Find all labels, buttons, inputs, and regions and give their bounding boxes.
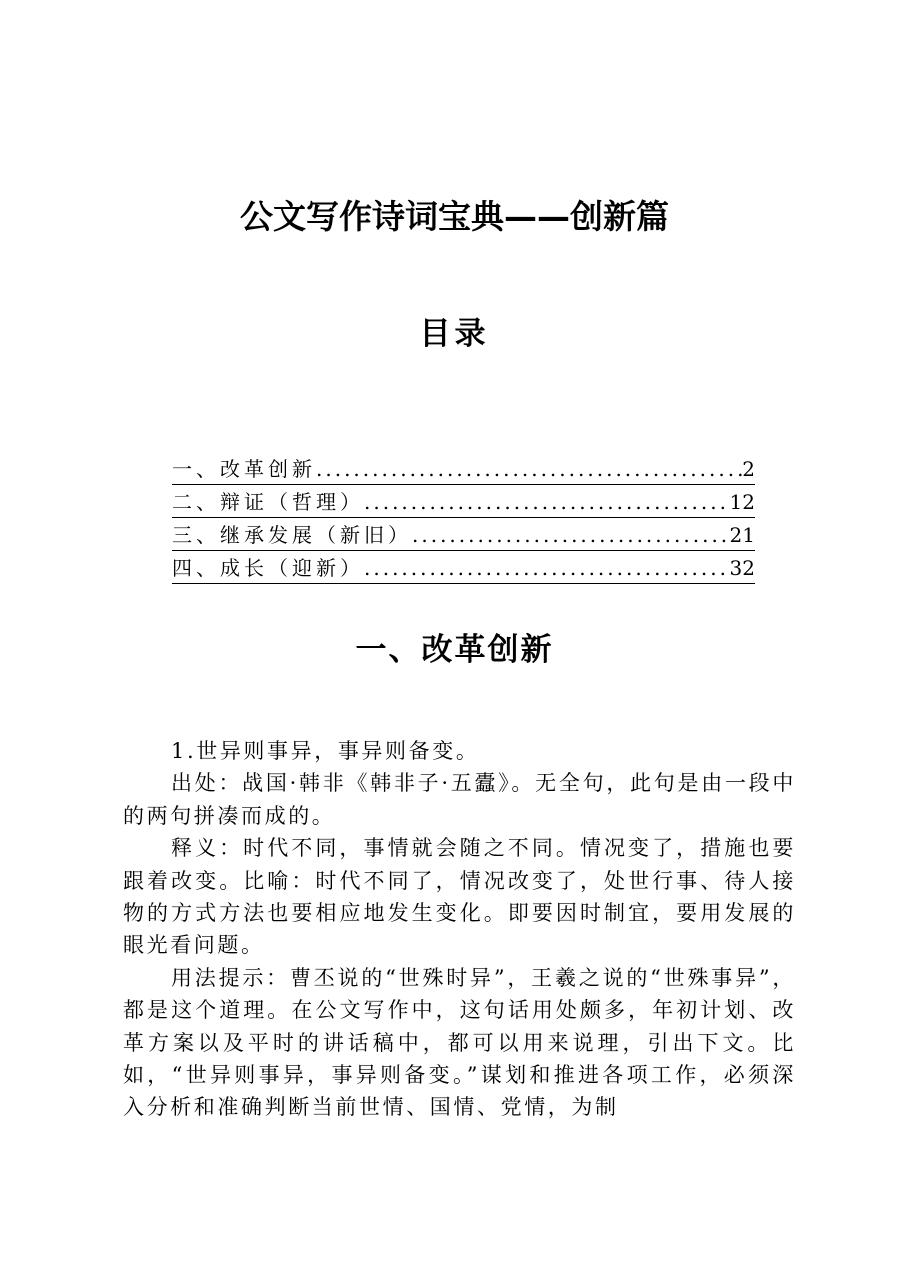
table-of-contents xyxy=(172,452,755,584)
toc-entry-page: 12 xyxy=(729,490,755,514)
toc-entry-1[interactable] xyxy=(172,452,755,485)
toc-entry-label: 一、改革创新 xyxy=(172,457,316,481)
toc-heading: 目录 xyxy=(419,316,490,352)
toc-leader-dots xyxy=(364,553,730,583)
toc-entry-page: 21 xyxy=(729,523,755,547)
toc-entry-label: 四、成长（迎新） xyxy=(172,556,364,580)
toc-entry-2[interactable] xyxy=(172,485,755,518)
toc-entry-page: 32 xyxy=(729,556,755,580)
paragraph: 释义：时代不同，事情就会随之不同。情况变了，措施也要跟着改变。比喻：时代不同了，情况改变了，处世行事、待人接物的方式方法也要相应地发生变化。即要因时制宜，要用发展的眼光看问题。 xyxy=(123,836,796,958)
paragraph: 出处：战国·韩非《韩非子·五蠹》。无全句，此句是由一段中的两句拼凑而成的。 xyxy=(123,771,796,828)
toc-leader-dots xyxy=(364,487,730,517)
toc-entry-page: 2 xyxy=(742,457,755,481)
paragraph: 1.世异则事异，事异则备变。 xyxy=(171,739,480,763)
toc-entry-label: 三、继承发展（新旧） xyxy=(172,523,412,547)
toc-leader-dots xyxy=(316,454,742,484)
toc-entry-4[interactable] xyxy=(172,551,755,584)
toc-leader-dots xyxy=(412,520,730,550)
toc-entry-label: 二、辩证（哲理） xyxy=(172,490,364,514)
section-heading: 一、改革创新 xyxy=(355,632,554,668)
document-title: 公文写作诗词宝典——创新篇 xyxy=(240,197,669,236)
body-text xyxy=(123,735,796,1124)
paragraph: 用法提示：曹丕说的“世殊时异”，王羲之说的“世殊事异”，都是这个道理。在公文写作中，这句话用处颇多，年初计划、改革方案以及平时的讲话稿中，都可以用来说理，引出下文。比如，“世异则事异，事异则备变。”谋划和推进各项工作，必须深入分析和准确判断当前世情、国情、党情，为制 xyxy=(123,965,796,1120)
toc-entry-3[interactable] xyxy=(172,518,755,551)
